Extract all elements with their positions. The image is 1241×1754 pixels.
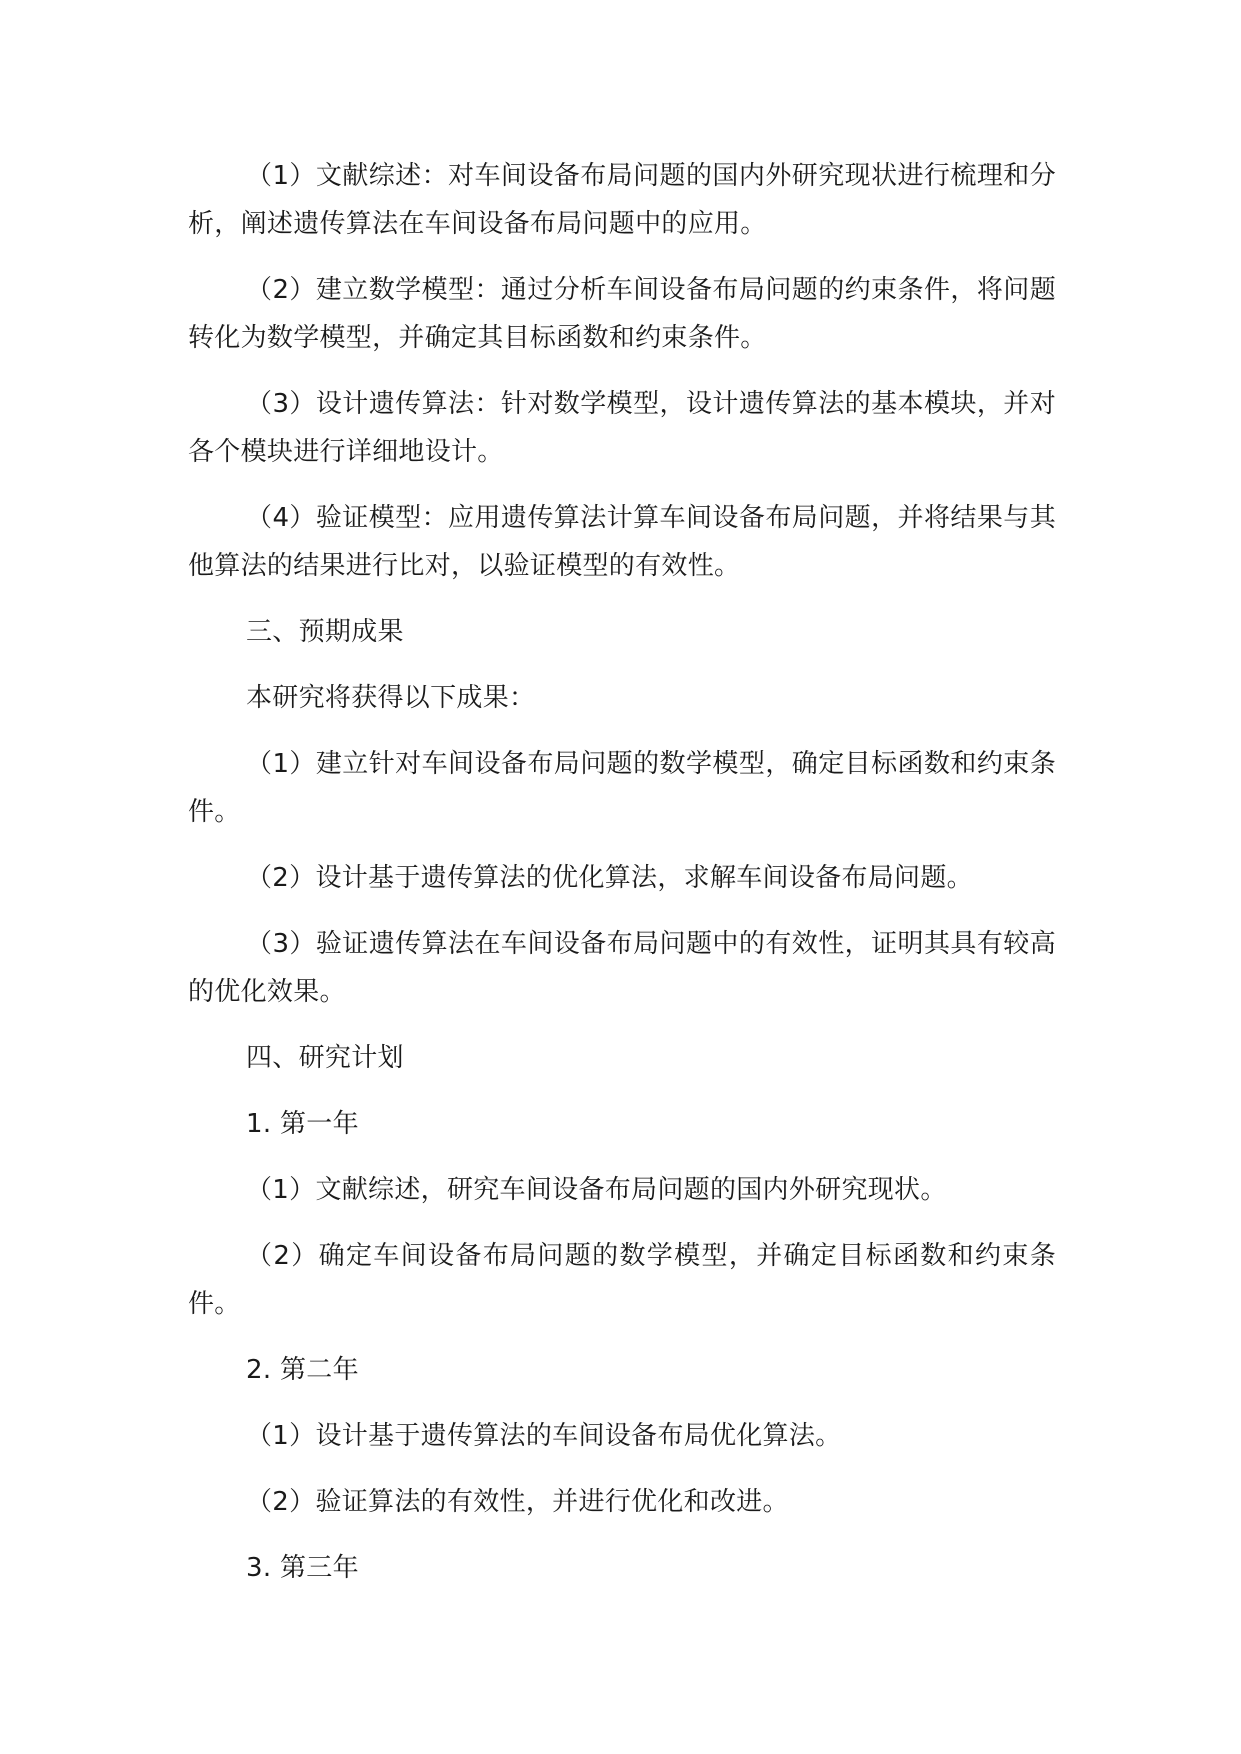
plan-year-1-item-1: （1）文献综述，研究车间设备布局问题的国内外研究现状。 xyxy=(246,1175,947,1205)
paragraph-result-3: （3）验证遗传算法在车间设备布局问题中的有效性，证明其具有较高的优化效果。 xyxy=(188,929,1056,1007)
plan-year-1-item-2: （2）确定车间设备布局问题的数学模型，并确定目标函数和约束条件。 xyxy=(188,1241,1056,1319)
paragraph-results-intro: 本研究将获得以下成果： xyxy=(246,683,536,713)
paragraph-verify-model: （4）验证模型：应用遗传算法计算车间设备布局问题，并将结果与其他算法的结果进行比对，以验证模型的有效性。 xyxy=(188,503,1056,581)
paragraph-result-1: （1）建立针对车间设备布局问题的数学模型，确定目标函数和约束条件。 xyxy=(188,749,1056,827)
plan-year-1-heading: 1. 第一年 xyxy=(246,1109,359,1139)
paragraph-design-ga: （3）设计遗传算法：针对数学模型，设计遗传算法的基本模块，并对各个模块进行详细地设计。 xyxy=(188,389,1056,467)
paragraph-result-2: （2）设计基于遗传算法的优化算法，求解车间设备布局问题。 xyxy=(246,863,973,893)
document-body xyxy=(188,152,1056,1610)
section-heading-expected-results: 三、预期成果 xyxy=(246,617,404,647)
section-heading-research-plan: 四、研究计划 xyxy=(246,1043,404,1073)
paragraph-math-model: （2）建立数学模型：通过分析车间设备布局问题的约束条件，将问题转化为数学模型，并确定其目标函数和约束条件。 xyxy=(188,275,1056,353)
plan-year-2-item-2: （2）验证算法的有效性，并进行优化和改进。 xyxy=(246,1487,789,1517)
paragraph-literature-review: （1）文献综述：对车间设备布局问题的国内外研究现状进行梳理和分析，阐述遗传算法在车间设备布局问题中的应用。 xyxy=(188,161,1056,239)
plan-year-2-item-1: （1）设计基于遗传算法的车间设备布局优化算法。 xyxy=(246,1421,842,1451)
plan-year-2-heading: 2. 第二年 xyxy=(246,1355,359,1385)
plan-year-3-heading: 3. 第三年 xyxy=(246,1553,359,1583)
